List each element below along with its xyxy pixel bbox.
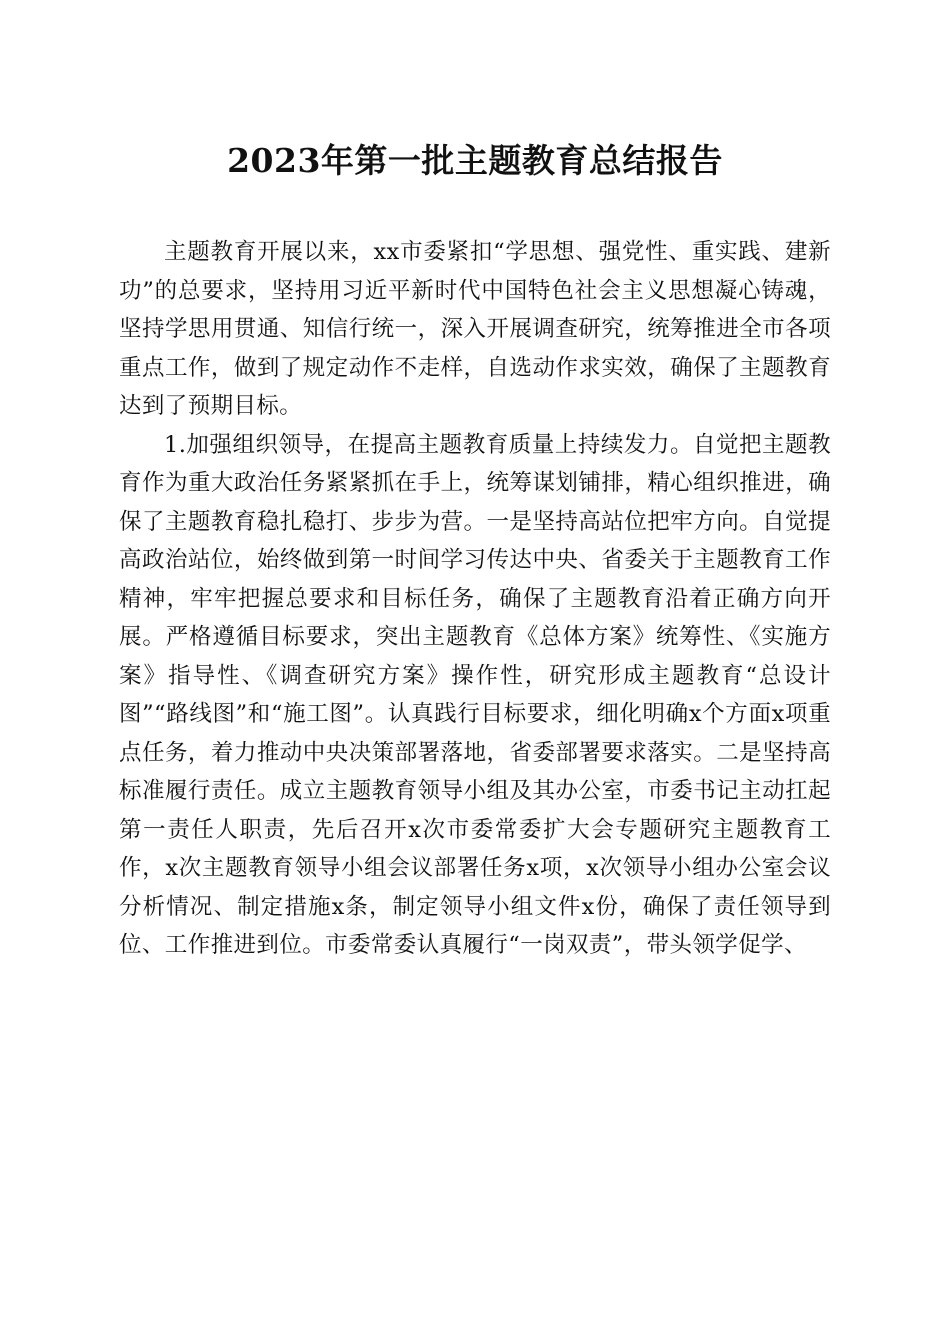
section-1-paragraph: 1.加强组织领导，在提高主题教育质量上持续发力。自觉把主题教育作为重大政治任务紧紧抓在手上，统筹谋划铺排，精心组织推进，确保了主题教育稳扎稳打、步步为营。一是坚持高站位把牢方向。自觉提高政治站位，始终做到第一时间学习传达中央、省委关于主题教育工作精神，牢牢把握总要求和目标任务，确保了主题教育沿着正确方向开展。严格遵循目标要求，突出主题教育《总体方案》统筹性、《实施方案》指导性、《调查研究方案》操作性，研究形成主题教育“总设计图”“路线图”和“施工图”。认真践行目标要求，细化明确x个方面x项重点任务，着力推动中央决策部署落地，省委部署要求落实。二是坚持高标准履行责任。成立主题教育领导小组及其办公室，市委书记主动扛起第一责任人职责，先后召开x次市委常委扩大会专题研究主题教育工作，x次主题教育领导小组会议部署任务x项，x次领导小组办公室会议分析情况、制定措施x条，制定领导小组文件x份，确保了责任领导到位、工作推进到位。市委常委认真履行“一岗双责”，带头领学促学、 [119, 431, 831, 958]
intro-paragraph: 主题教育开展以来，xx市委紧扣“学思想、强党性、重实践、建新功”的总要求，坚持用习近平新时代中国特色社会主义思想凝心铸魂，坚持学思用贯通、知信行统一，深入开展调查研究，统筹推进全市各项重点工作，做到了规定动作不走样，自选动作求实效，确保了主题教育达到了预期目标。 [119, 239, 831, 419]
document-title: 2023年第一批主题教育总结报告 [227, 141, 723, 180]
document-body [119, 233, 831, 965]
